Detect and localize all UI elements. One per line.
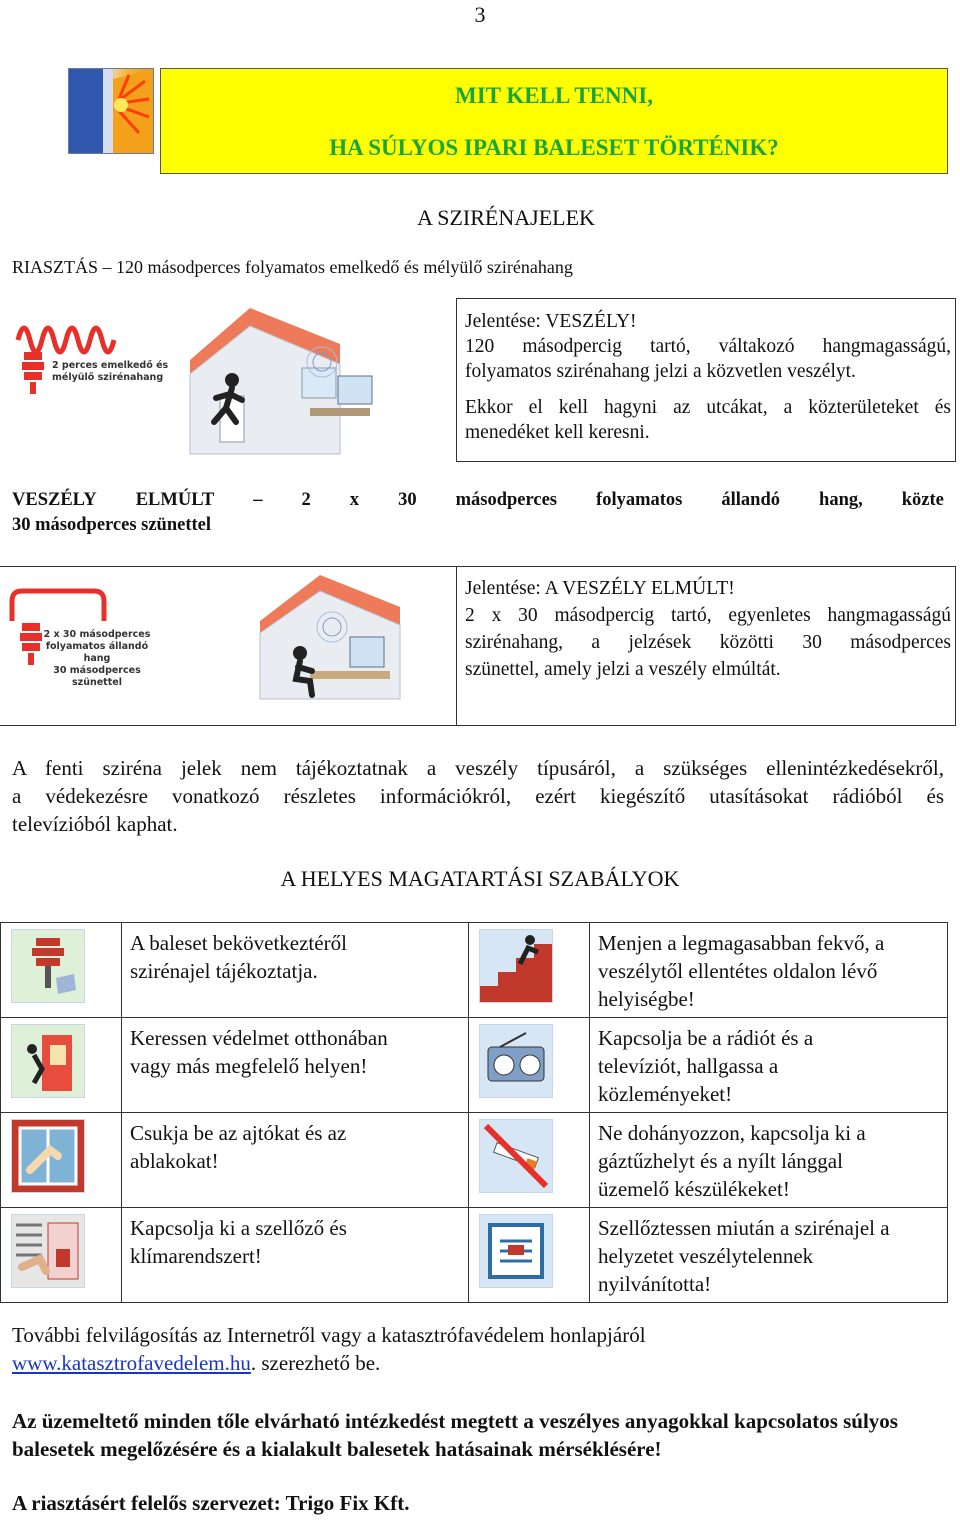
- title-word: másodperces: [455, 490, 557, 510]
- rule-text-cell: [122, 1113, 469, 1208]
- rules-row: [1, 923, 948, 1018]
- shelter-icon: [11, 1024, 85, 1098]
- rule-line: televíziót, hallgassa a: [598, 1054, 779, 1078]
- window-icon: [11, 1119, 85, 1193]
- title-word: közte: [901, 490, 944, 510]
- title-word: folyamatos: [596, 490, 683, 510]
- rule-line: vagy más megfelelő helyen!: [130, 1054, 368, 1078]
- responsible-organization: A riasztásért felelős szervezet: Trigo Fix Kft.: [12, 1491, 410, 1515]
- clear-siren-label-line2: folyamatos állandó hang: [45, 641, 149, 664]
- alarm-desc-line: folyamatos szirénahang jelzi a közvetlen veszélyt.: [465, 361, 856, 382]
- title-banner: [160, 68, 948, 174]
- rule-line: ablakokat!: [130, 1149, 219, 1173]
- all-clear-title-line2: 30 másodperces szünettel: [12, 515, 212, 535]
- airing-icon: [479, 1214, 553, 1288]
- rule-icon-cell: [1, 1208, 122, 1303]
- rule-line: Csukja be az ajtókat és az: [130, 1121, 347, 1145]
- rule-icon-cell: [1, 1113, 122, 1208]
- operator-statement-line1: Az üzemeltető minden tőle elvárható intézkedést megtett a veszélyes anyagokkal kapcsolatos súlyos: [12, 1409, 898, 1433]
- title-word: állandó: [721, 490, 780, 510]
- all-clear-title: [12, 490, 944, 511]
- title-word: VESZÉLY: [12, 490, 97, 510]
- alarm-illustration: [10, 304, 450, 464]
- info-paragraph: [12, 754, 944, 838]
- rule-text-cell: [590, 1113, 948, 1208]
- rule-line: szirénajel tájékoztatja.: [130, 959, 318, 983]
- rule-line: A baleset bekövetkeztéről: [130, 931, 347, 955]
- clear-meaning: Jelentése: A VESZÉLY ELMÚLT!: [465, 578, 735, 599]
- alarm-description-box: [456, 298, 956, 462]
- rule-line: Szellőztessen miután a szirénajel a: [598, 1216, 890, 1240]
- rule-icon-cell: [469, 923, 590, 1018]
- ventilation-switch-icon: [11, 1214, 85, 1288]
- more-info: [12, 1321, 952, 1377]
- rules-row: [1, 1113, 948, 1208]
- rule-line: Menjen a legmagasabban fekvő, a: [598, 931, 885, 955]
- alarm-siren-label-line1: 2 perces emelkedő és: [52, 360, 169, 371]
- title-word: hang,: [819, 490, 863, 510]
- more-info-tail: . szerezhető be.: [250, 1351, 381, 1375]
- banner-title-line1: MIT KELL TENNI,: [455, 83, 653, 108]
- title-word: 30: [398, 490, 417, 510]
- rule-line: Kapcsolja ki a szellőző és: [130, 1216, 347, 1240]
- rule-line: gáztűzhelyt és a nyílt lánggal: [598, 1149, 843, 1173]
- alarm-meaning: Jelentése: VESZÉLY!: [465, 311, 637, 332]
- clear-desc-line: szirénahang, a jelzések közötti 30 másodperces: [465, 632, 951, 653]
- banner-title-line2: HA SÚLYOS IPARI BALESET TÖRTÉNIK?: [329, 135, 779, 160]
- title-word: 2: [301, 490, 311, 510]
- rules-table: [0, 922, 948, 1303]
- rules-heading: A HELYES MAGATARTÁSI SZABÁLYOK: [280, 866, 680, 891]
- alarm-desc-line: menedéket kell keresni.: [465, 422, 650, 443]
- rules-row: [1, 1208, 948, 1303]
- operator-statement: [12, 1407, 952, 1463]
- clear-siren-label-line1: 2 x 30 másodperces: [43, 629, 151, 640]
- rule-text-cell: [590, 1208, 948, 1303]
- rule-line: helyiségbe!: [598, 987, 695, 1011]
- page-number: 3: [474, 2, 486, 27]
- rule-line: helyzetet veszélytelennek: [598, 1244, 814, 1268]
- title-word: –: [253, 490, 263, 510]
- rule-icon-cell: [1, 1018, 122, 1113]
- rule-line: üzemelő készülékeket!: [598, 1177, 790, 1201]
- clear-siren-label-line3: 30 másodperces szünettel: [53, 665, 141, 688]
- all-clear-illustration: [0, 566, 456, 726]
- siren-section-heading: A SZIRÉNAJELEK: [417, 205, 595, 230]
- clear-desc-line: 2 x 30 másodpercig tartó, egyenletes hangmagasságú: [465, 605, 951, 626]
- rule-line: közleményeket!: [598, 1082, 733, 1106]
- rules-row: [1, 1018, 948, 1113]
- stairs-icon: [479, 929, 553, 1003]
- info-line: televízióból kaphat.: [12, 812, 178, 836]
- rule-text-cell: [122, 1018, 469, 1113]
- rule-text-cell: [590, 923, 948, 1018]
- all-clear-description-box: [456, 566, 956, 726]
- rule-line: veszélytől ellentétes oldalon lévő: [598, 959, 878, 983]
- rule-line: Kapcsolja be a rádiót és a: [598, 1026, 814, 1050]
- rule-line: klímarendszert!: [130, 1244, 262, 1268]
- steady-tone-line: [12, 591, 104, 621]
- siren-icon: [20, 623, 42, 665]
- rule-line: Ne dohányozzon, kapcsolja ki a: [598, 1121, 866, 1145]
- alarm-siren-label-line2: mélyülő szirénahang: [52, 372, 164, 383]
- title-word: x: [349, 490, 360, 510]
- alarm-desc-line: Ekkor el kell hagyni az utcákat, a közterületeket és: [465, 397, 951, 418]
- operator-statement-line2: balesetek megelőzésére és a kialakult balesetek hatásainak mérséklésére!: [12, 1437, 662, 1461]
- rule-icon-cell: [469, 1113, 590, 1208]
- rule-icon-cell: [1, 923, 122, 1018]
- rule-icon-cell: [469, 1018, 590, 1113]
- rule-text-cell: [590, 1018, 948, 1113]
- rule-line: nyilvánította!: [598, 1272, 712, 1296]
- rising-falling-wave: [18, 328, 114, 352]
- siren-icon: [22, 352, 44, 394]
- info-line: a védekezésre vonatkozó részletes információkról, ezért kiegészítő utasításokat rádióból és: [12, 784, 944, 808]
- radio-icon: [479, 1024, 553, 1098]
- siren-icon: [11, 929, 85, 1003]
- rule-icon-cell: [469, 1208, 590, 1303]
- title-word: ELMÚLT: [135, 490, 215, 510]
- info-line: A fenti sziréna jelek nem tájékoztatnak a veszély típusáról, a szükséges ellenintézkedésekről,: [12, 756, 944, 780]
- clear-desc-line: szünettel, amely jelzi a veszély elmúltát.: [465, 659, 781, 680]
- industrial-fire-icon: [68, 68, 154, 154]
- rule-line: Keressen védelmet otthonában: [130, 1026, 388, 1050]
- alarm-title: RIASZTÁS – 120 másodperces folyamatos emelkedő és mélyülő szirénahang: [12, 257, 573, 277]
- more-info-line1: További felvilágosítás az Internetről vagy a katasztrófavédelem honlapjáról: [12, 1323, 646, 1347]
- alarm-desc-line: 120 másodpercig tartó, váltakozó hangmagasságú,: [465, 336, 951, 357]
- rule-text-cell: [122, 923, 469, 1018]
- website-link[interactable]: www.katasztrofavedelem.hu: [12, 1351, 251, 1375]
- rule-text-cell: [122, 1208, 469, 1303]
- no-smoking-icon: [479, 1119, 553, 1193]
